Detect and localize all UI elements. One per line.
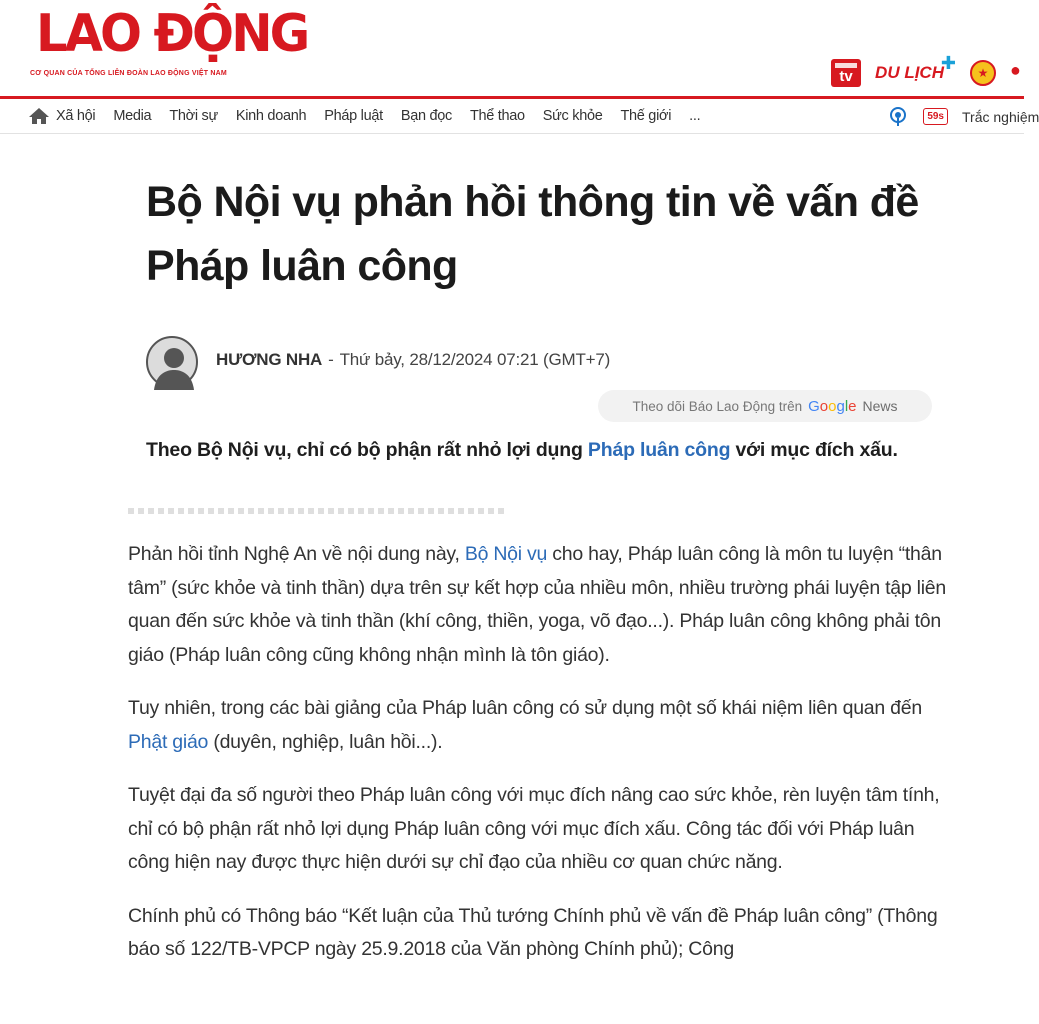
paragraph-2: Tuy nhiên, trong các bài giảng của Pháp luân công có sử dụng một số khái niệm liên quan đến Phật giáo (duyên, nghiệp, luân hồi...). <box>128 697 922 753</box>
logo-wordmark: LAO ĐỘNG <box>36 4 308 64</box>
plus-icon: ✚ <box>940 53 956 73</box>
59s-badge[interactable]: 59s <box>923 108 948 125</box>
google-news-label: News <box>862 398 898 414</box>
union-emblem-icon[interactable]: ★ <box>970 60 996 86</box>
nav-item-suc-khoe[interactable]: Sức khỏe <box>542 108 603 124</box>
nav-right-tools <box>887 99 1039 134</box>
site-logo[interactable] <box>36 6 322 62</box>
podcast-icon[interactable] <box>887 106 909 128</box>
byline-separator: - <box>328 350 334 369</box>
more-brand-icon[interactable]: ● <box>1010 60 1021 80</box>
publish-datetime: Thứ bảy, 28/12/2024 07:21 (GMT+7) <box>339 350 611 369</box>
header-shortcuts <box>831 53 1024 90</box>
main-navigation <box>0 96 1039 134</box>
nav-item-ban-doc[interactable]: Bạn đọc <box>400 108 452 124</box>
article-sapo <box>146 434 906 466</box>
site-header <box>0 0 1024 96</box>
dulich-link[interactable] <box>875 53 956 83</box>
article-body <box>128 538 958 987</box>
sapo-link-phap-luan-cong[interactable]: Pháp luân công <box>587 439 731 461</box>
nav-more-button[interactable]: ... <box>689 108 701 124</box>
article-title: Bộ Nội vụ phản hồi thông tin về vấn đề Pháp luân công <box>146 178 919 290</box>
sapo-text: Theo Bộ Nội vụ, chỉ có bộ phận rất nhỏ lợi dụng <box>146 439 588 461</box>
nav-item-phap-luat[interactable]: Pháp luật <box>324 108 383 124</box>
nav-item-xa-hoi[interactable]: Xã hội <box>56 108 96 124</box>
nav-item-kinh-doanh[interactable]: Kinh doanh <box>235 108 307 124</box>
nav-item-thoi-su[interactable]: Thời sự <box>169 108 218 124</box>
author-avatar[interactable] <box>146 336 198 388</box>
google-news-logo: Google <box>808 397 857 415</box>
nav-item-the-gioi[interactable]: Thế giới <box>620 108 672 124</box>
paragraph-4: Chính phủ có Thông báo “Kết luận của Thủ tướng Chính phủ về vấn đề Pháp luân công” (Thông báo số 122/TB-VPCP ngày 25.9.2018 của Văn phòng Chính phủ); Công <box>128 904 938 960</box>
faded-caption-line <box>128 498 508 516</box>
nav-item-trac-nghiem[interactable]: Trắc nghiệm <box>962 108 1039 125</box>
nav-items <box>56 108 718 124</box>
paragraph-3: Tuyệt đại đa số người theo Pháp luân công với mục đích nâng cao sức khỏe, rèn luyện tâm tính, chỉ có bộ phận rất nhỏ lợi dụng Pháp luân công với mục đích xấu. Công tác đối với Pháp luân công hiện nay được thực hiện dưới sự chỉ đạo của nhiều cơ quan chức năng. <box>128 784 940 873</box>
follow-google-news-button[interactable] <box>598 390 932 422</box>
article-byline <box>216 350 610 370</box>
link-bo-noi-vu[interactable]: Bộ Nội vụ <box>464 543 548 565</box>
dulich-label: DU LỊCH <box>875 63 944 82</box>
nav-item-the-thao[interactable]: Thể thao <box>469 108 525 124</box>
nav-item-media[interactable]: Media <box>113 108 152 124</box>
laodong-tv-icon[interactable] <box>831 59 861 87</box>
home-icon[interactable] <box>28 106 50 126</box>
logo-subtitle: CƠ QUAN CỦA TỔNG LIÊN ĐOÀN LAO ĐỘNG VIỆT NAM <box>30 70 227 77</box>
link-phat-giao[interactable]: Phật giáo <box>128 730 209 753</box>
paragraph-1: Phản hồi tỉnh Nghệ An về nội dung này, Bộ Nội vụ cho hay, Pháp luân công là môn tu luyện “thân tâm” (sức khỏe và tinh thần) dựa trên sự kết hợp của nhiều môn, nhiều trường phái luyện tập liên quan đến sức khỏe và tinh thần (khí công, thiền, yoga, võ đạo...). Pháp luân công không phải tôn giáo (Pháp luân công cũng không nhận mình là tôn giáo). <box>128 543 946 666</box>
tv-label: tv <box>839 68 853 85</box>
author-name[interactable]: HƯƠNG NHA <box>216 350 323 369</box>
sapo-text-end: với mục đích xấu. <box>730 439 898 461</box>
follow-text: Theo dõi Báo Lao Động trên <box>632 398 803 414</box>
